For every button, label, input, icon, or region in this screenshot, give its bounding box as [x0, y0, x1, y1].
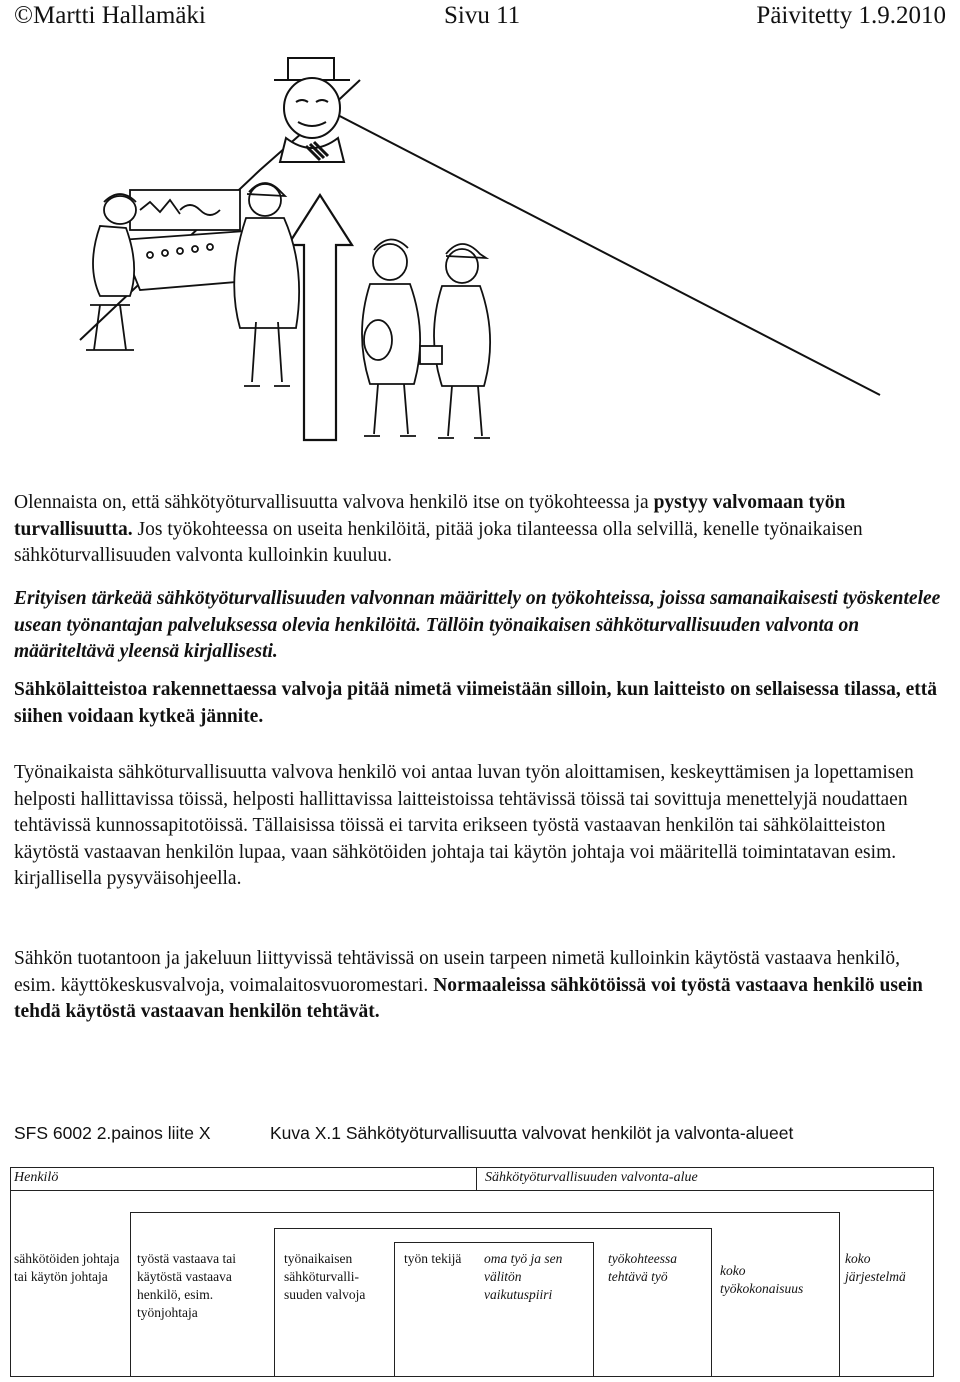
area-cell-worksite: työkohteessa tehtävä työ: [608, 1251, 677, 1284]
area-cell-system: koko järjestelmä: [845, 1251, 906, 1284]
paragraph-naming-supervisor: Sähkölaitteistoa rakennettaessa valvoja pitää nimetä viimeistään silloin, kun laitteisto on sellaisessa tilassa, että siihen voidaan kytkeä jännite.: [14, 679, 938, 727]
workers-icon: [362, 239, 490, 438]
p5-text-bold: Normaaleissa sähkötöissä voi työstä vastaava henkilö usein tehdä käytöstä vastaavan henkilön tehtävät.: [14, 974, 923, 1022]
p5-text-a: Sähkön tuotantoon ja jakeluun liittyvissä tehtävissä on usein tarpeen nimetä kulloinkin käytöstä vastaava henkilö, esim. käyttökeskusvalvoja, voimalaitosvuoromestari.: [14, 948, 900, 996]
paragraph-permission-to-work: Työnaikaista sähköturvallisuutta valvova henkilö voi antaa luvan työn aloittamisen, keskeyttämisen ja lopettamisen helposti hallittavissa töissä, helposti hallittavissa laitteistoissa tehtävissä töissä tai sovittuja menettelyjä noudattaen tehtävissä kunnossapitotöissä. Tällaisissa töissä ei tarvita erikseen työstä vastaavan henkilön tai sähkölaitteiston käytöstä vastaavan henkilön lupaa, vaan sähkötöiden johtaja tai käytön johtaja voi määritellä toimintatavan esim. kirjallisella pysyväisohjeella.: [14, 762, 914, 889]
table-header-person: Henkilö: [14, 1170, 59, 1185]
area-cell-immediate: oma työ ja sen välitön vaikutuspiiri: [484, 1251, 563, 1302]
area-cell-whole-work: koko työkokonaisuus: [720, 1263, 804, 1296]
p1-text-a: Olennaista on, että sähkötyöturvallisuutta valvova henkilö itse on työkohteessa ja: [14, 492, 654, 513]
paragraph-multiple-employers: Erityisen tärkeää sähkötyöturvallisuuden valvonnan määrittely on työkohteissa, joissa samanaikaisesti työskentelee usean työnantajan palveluksessa olevia henkilöitä. Tällöin työnaikaisen sähköturvallisuuden valvonta on määriteltävä yleensä kirjallisesti.: [14, 588, 941, 662]
p1-text-b: Jos työkohteessa on useita henkilöitä, pitää joka tilanteessa olla selvillä, kenelle työnaikaisen sähköturvallisuuden valvonta kulloinkin kuuluu.: [14, 518, 863, 566]
paragraph-production-distribution: [14, 946, 944, 1026]
paragraph-supervisor-presence: [14, 490, 944, 570]
table-header-separator: [476, 1167, 477, 1190]
person-cell-supervisor: työnaikaisen sähköturvalli-suuden valvoja: [284, 1251, 366, 1302]
table-header-area: Sähkötyöturvallisuuden valvonta-alue: [485, 1170, 698, 1185]
person-cell-worker: työn tekijä: [404, 1251, 462, 1266]
control-room-operators-icon: [86, 183, 299, 386]
supervision-hierarchy-illustration: [60, 50, 940, 450]
person-cell-manager: sähkötöiden johtaja tai käytön johtaja: [14, 1251, 120, 1284]
person-cell-responsible: työstä vastaava tai käytöstä vastaava henkilö, esim. työnjohtaja: [137, 1251, 236, 1320]
supervisor-figure-icon: [274, 58, 350, 162]
page-header: [14, 2, 946, 36]
header-updated-date: Päivitetty 1.9.2010: [756, 2, 946, 29]
caption-figure-title: Kuva X.1 Sähkötyöturvallisuutta valvovat henkilöt ja valvonta-alueet: [270, 1123, 794, 1143]
p1-text-bold: pystyy valvomaan työn turvallisuutta.: [14, 492, 846, 540]
table-header-divider: [10, 1190, 934, 1191]
header-author: ©Martti Hallamäki: [14, 2, 206, 29]
caption-standard-ref: SFS 6002 2.painos liite X: [14, 1123, 211, 1143]
header-page-number: Sivu 11: [444, 2, 521, 29]
